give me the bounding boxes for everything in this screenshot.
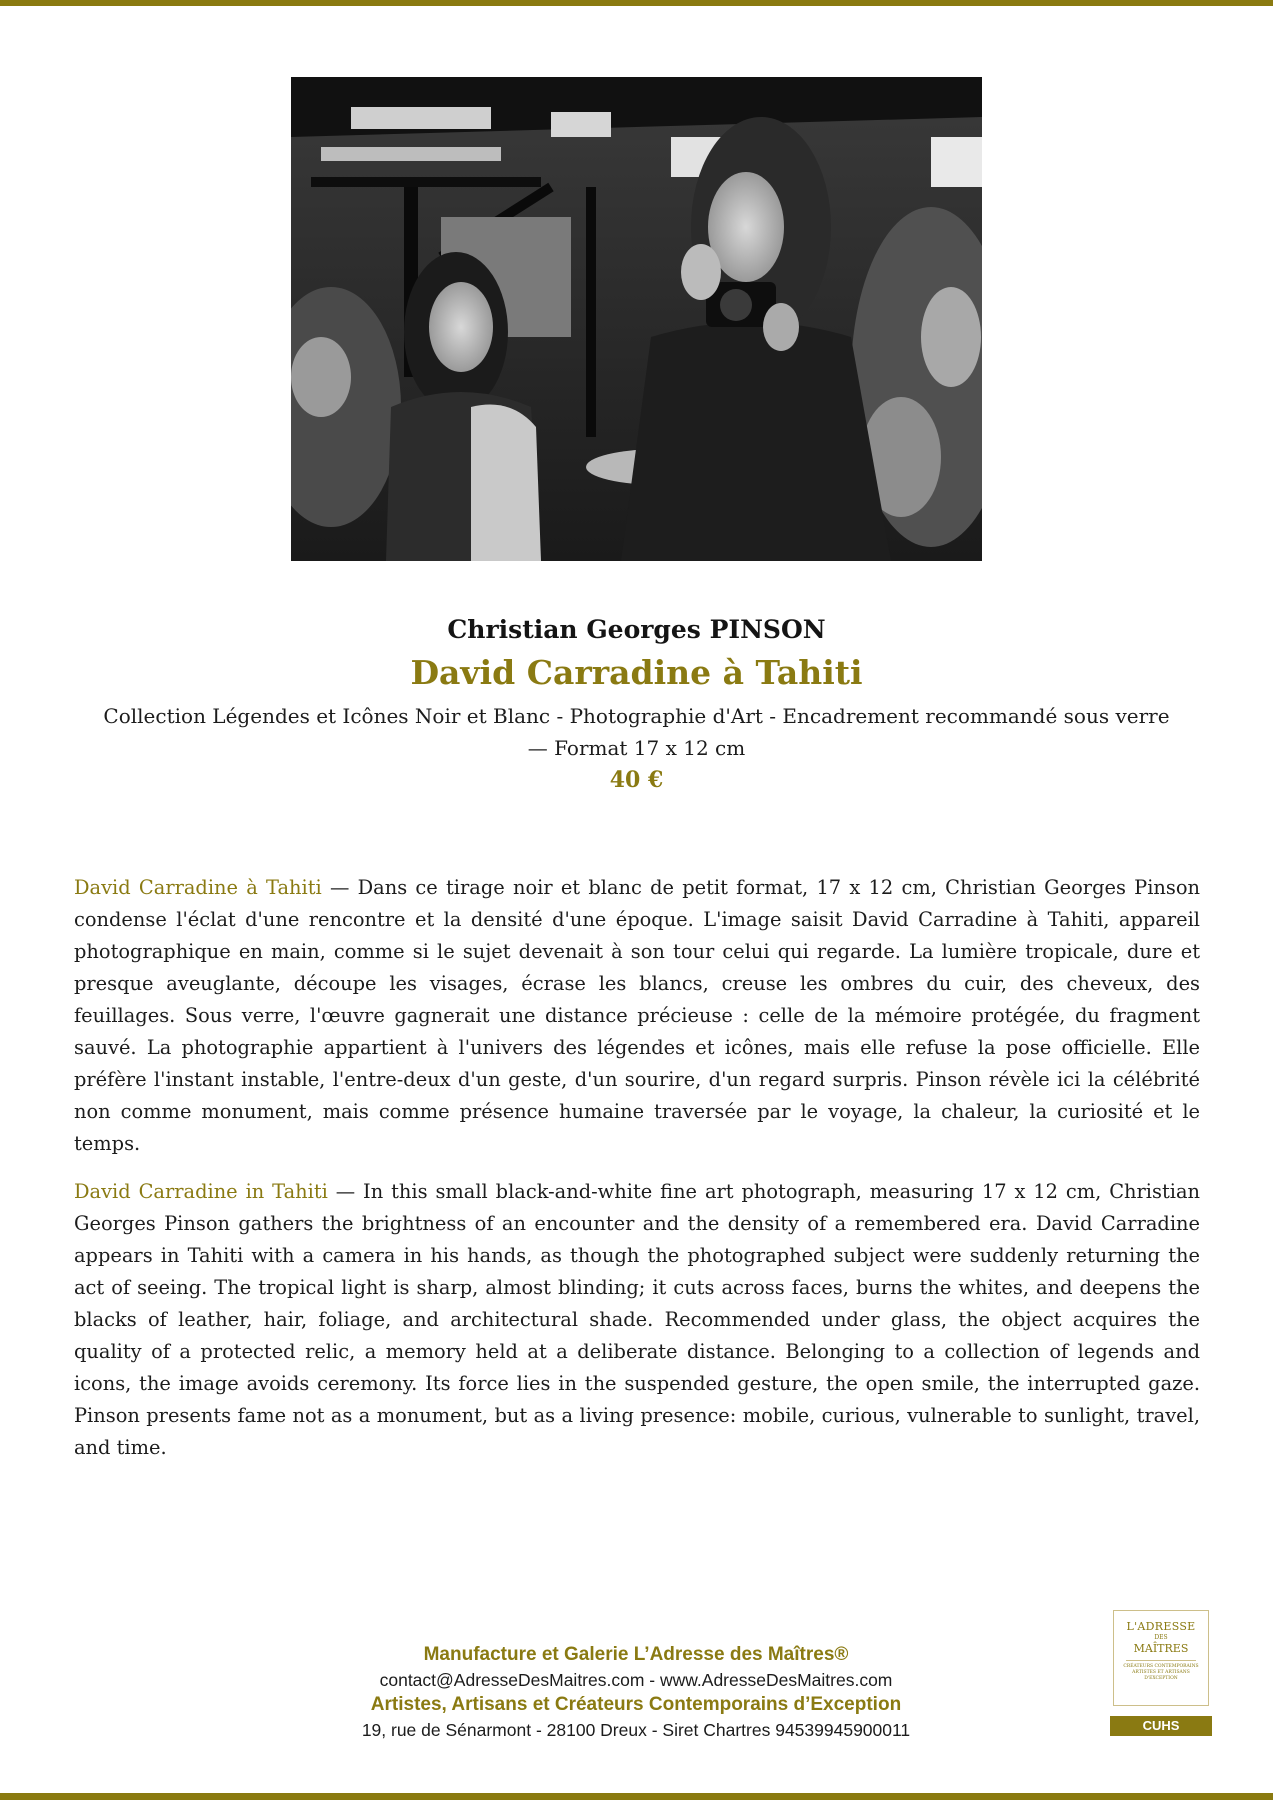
- description-french-lead: David Carradine à Tahiti: [74, 876, 322, 899]
- logo-line-2: DES: [1154, 1634, 1168, 1641]
- cuhs-badge: CUHS: [1110, 1716, 1212, 1736]
- description-french-text: — Dans ce tirage noir et blanc de petit format, 17 x 12 cm, Christian Georges Pinson condense l'éclat d'une rencontre et la densité d'une époque. L'image saisit David Carradine à Tahiti, appareil photographique en main, comme si le sujet devenait à son tour celui qui regarde. La lumière tropicale, dure et presque aveuglante, découpe les visages, écrase les blancs, creuse les ombres du cuir, des cheveux, des feuillages. Sous verre, l'œuvre gagnerait une distance précieuse : celle de la mémoire protégée, du fragment sauvé. La photographie appartient à l'univers des légendes et icônes, mais elle refuse la pose officielle. Elle préfère l'instant instable, l'entre-deux d'un geste, d'un sourire, d'un regard surpris. Pinson révèle ici la célébrité non comme monument, mais comme présence humaine traversée par le voyage, la chaleur, la curiosité et le temps.: [74, 876, 1201, 1155]
- logo-divider: [1126, 1660, 1196, 1661]
- logo-line-3: MAÎTRES: [1133, 1642, 1189, 1655]
- description-english-lead: David Carradine in Tahiti: [74, 1180, 328, 1203]
- bottom-rule: [0, 1793, 1273, 1800]
- artwork-photograph: [291, 77, 982, 561]
- description-english-text: — In this small black-and-white fine art photograph, measuring 17 x 12 cm, Christian Georges Pinson gathers the brightness of an encounter and the density of a remembered era. David Carradine appears in Tahiti with a camera in his hands, as though the photographed subject were suddenly returning the act of seeing. The tropical light is sharp, almost blinding; it cuts across faces, burns the whites, and deepens the blacks of leather, hair, foliage, and architectural shade. Recommended under glass, the object acquires the quality of a protected relic, a memory held at a deliberate distance. Belonging to a collection of legends and icons, the image avoids ceremony. Its force lies in the suspended gesture, the open smile, the interrupted gaze. Pinson presents fame not as a monument, but as a living presence: mobile, curious, vulnerable to sunlight, travel, and time.: [74, 1180, 1200, 1459]
- gallery-logo: [1113, 1610, 1209, 1706]
- logo-line-1: L'ADRESSE: [1126, 1620, 1196, 1633]
- artwork-header: [60, 612, 1213, 796]
- footer-tagline: Artistes, Artisans et Créateurs Contemporains d’Exception: [370, 1694, 902, 1715]
- footer: [300, 1642, 972, 1742]
- description: [74, 872, 1200, 1480]
- artwork-price: 40 €: [609, 767, 664, 793]
- artwork-subtitle: Collection Légendes et Icônes Noir et Blanc - Photographie d'Art - Encadrement recommandé sous verre — Format 17 x 12 cm: [103, 704, 1170, 760]
- footer-address: 19, rue de Sénarmont - 28100 Dreux - Siret Chartres 94539945900011: [361, 1720, 911, 1740]
- artwork-title: David Carradine à Tahiti: [410, 653, 863, 692]
- logo-line-4: CRÉATEURS CONTEMPORAINS ARTISTES ET ARTISANS D'EXCEPTION: [1123, 1664, 1199, 1681]
- description-english: [74, 1176, 1200, 1464]
- footer-gallery-name: Manufacture et Galerie L’Adresse des Maîtres®: [423, 1644, 849, 1665]
- artist-name: Christian Georges PINSON: [447, 615, 826, 644]
- top-rule: [0, 0, 1273, 6]
- footer-contact: contact@AdresseDesMaitres.com - www.AdresseDesMaitres.com: [379, 1670, 893, 1690]
- description-french: [74, 872, 1200, 1160]
